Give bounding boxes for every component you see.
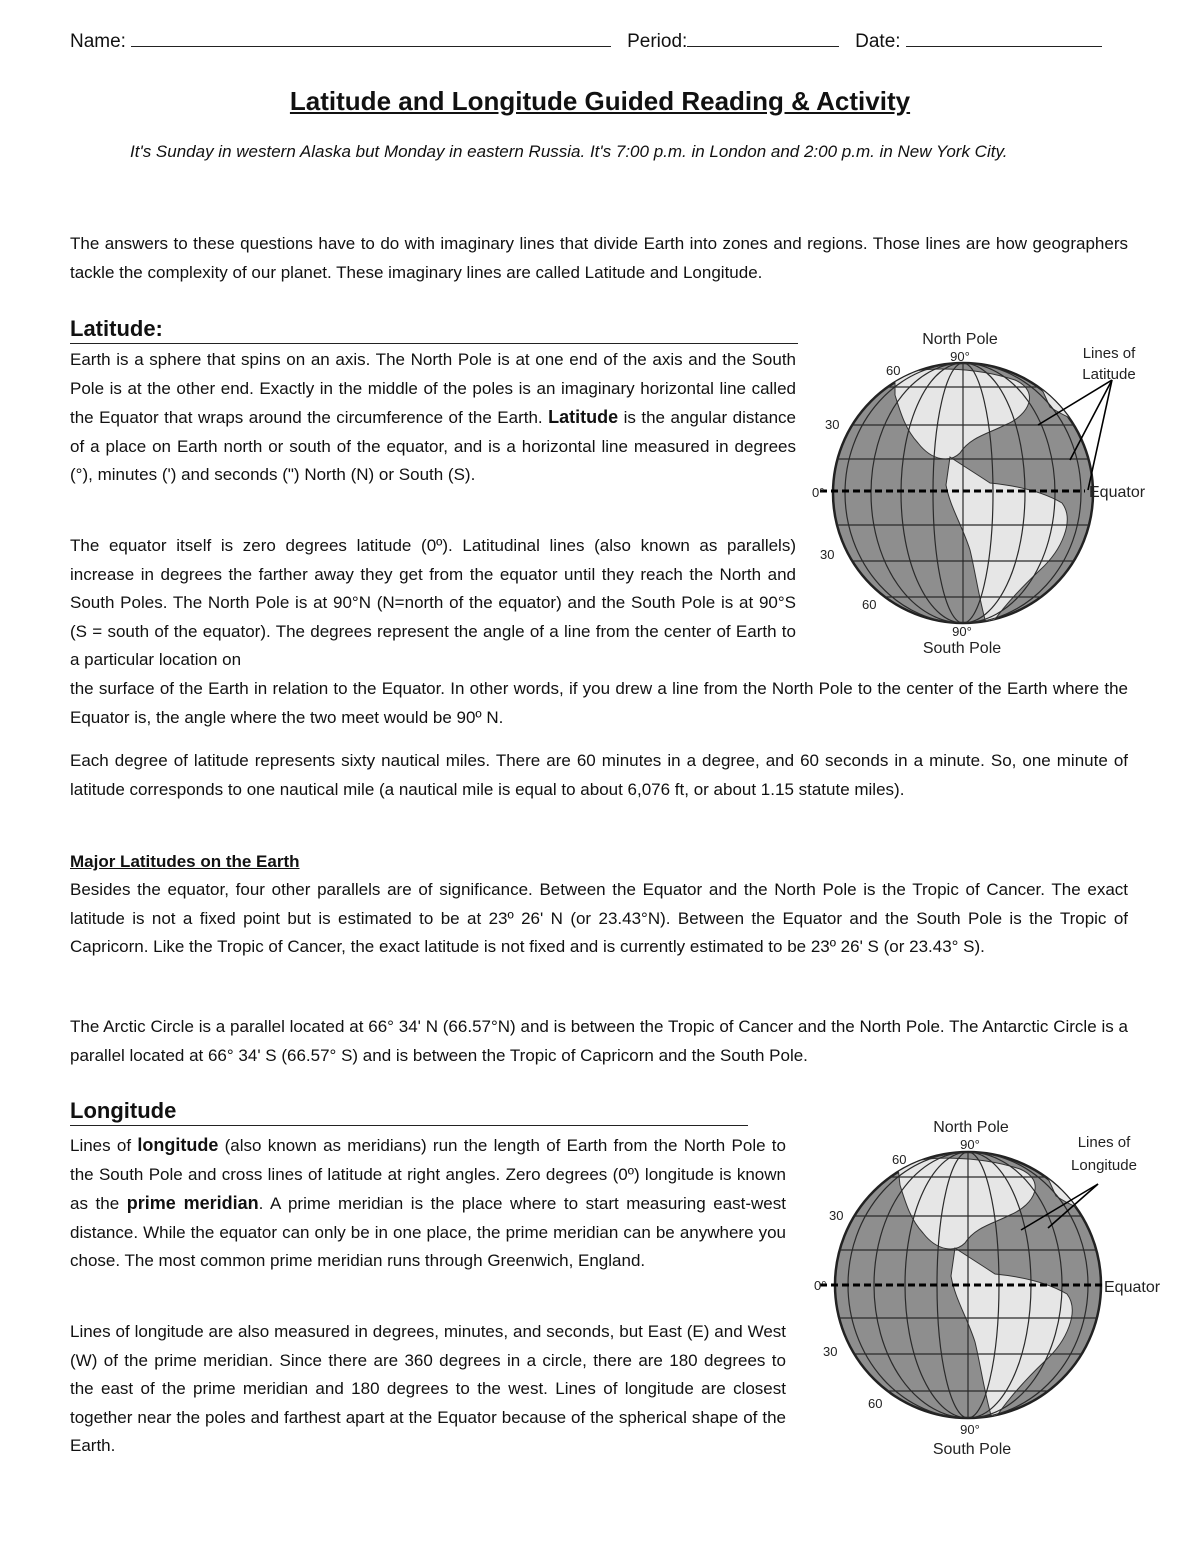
latitude-label: Latitude xyxy=(1082,366,1136,383)
longitude-p2: Lines of longitude are also measured in degrees, minutes, and seconds, but East (E) and West (W) of the prime meridian. Since there are 360 degrees in a circle, there are 180 degrees to the east of the prime meridian and 180 degrees to the west. Lines of longitude are closest together near the poles and farthest apart at the Equator because of the spherical shape of the Earth. xyxy=(70,1322,786,1455)
latitude-p1-b: is the angular distance of a place on Earth north or south of the equator, and is a horizontal line measured in degrees (°), minutes (') and seconds (") North (N) or South (S). xyxy=(70,408,796,484)
latitude-heading: Latitude: xyxy=(70,316,798,344)
longitude-label: Longitude xyxy=(1071,1157,1137,1174)
header-fields xyxy=(70,30,1130,53)
latitude-p1-a: Earth is a sphere that spins on an axis. The North Pole is at one end of the axis and the South Pole is at the other end. Exactly in the middle of the poles is an imaginary horizontal line called the Equator that wraps around the circumference of the Earth. xyxy=(70,350,796,427)
north-30-label: 30 xyxy=(825,417,840,432)
longitude-p1-c: . A prime meridian is the place where to start measuring east-west distance. While the equator can only be in one place, the prime meridian can be anywhere you chose. The most common prime meridian runs through Greenwich, England. xyxy=(70,1194,786,1270)
latitude-paragraph-1 xyxy=(70,346,796,490)
south-90-label: 90° xyxy=(952,624,972,639)
lines-of-label: Lines of xyxy=(1082,345,1136,362)
zero-deg-label: 0° xyxy=(814,1278,827,1293)
date-label: Date: xyxy=(855,31,901,52)
south-30-label: 30 xyxy=(823,1344,838,1359)
north-90-label: 90° xyxy=(950,349,970,364)
longitude-globe-figure xyxy=(808,1112,1188,1462)
major-latitudes-text: Besides the equator, four other parallels are of significance. Between the Equator and the North Pole is the Tropic of Cancer. The exact latitude is not a fixed point but is estimated to be at 23º 26' N (or 23.43°N). Between the Equator and the South Pole is the Tropic of Capricorn. Like the Tropic of Cancer, the exact latitude is not fixed and is currently estimated to be 23º 26' S (or 23.43° S). xyxy=(70,880,1128,956)
north-90-label: 90° xyxy=(960,1137,980,1152)
north-pole-label: North Pole xyxy=(922,331,998,348)
period-field[interactable] xyxy=(687,30,839,47)
overview-section xyxy=(70,230,1128,287)
south-90-label: 90° xyxy=(960,1422,980,1437)
longitude-heading: Longitude xyxy=(70,1098,748,1126)
latitude-paragraph-3 xyxy=(70,747,1128,804)
date-field[interactable] xyxy=(906,30,1102,47)
south-pole-label: South Pole xyxy=(932,1441,1012,1458)
longitude-p1-b: (also known as meridians) run the length of Earth from the North Pole to the South Pole and cross lines of latitude at right angles. Zero degrees (0º) longitude is known as the xyxy=(70,1136,786,1213)
latitude-p2-top: The equator itself is zero degrees latitude (0º). Latitudinal lines (also known as parallels) increase in degrees the farther away they get from the equator until they reach the North and South Poles. The North Pole is at 90°N (N=north of the equator) and the South Pole is at 90°S (S = south of the equator). The degrees represent the angle of a line from the center of Earth to a particular location on xyxy=(70,536,796,669)
equator-label: Equator xyxy=(1104,1279,1161,1296)
major-latitudes-heading: Major Latitudes on the Earth xyxy=(70,852,300,871)
latitude-globe-figure xyxy=(800,325,1180,665)
intro-text: It's Sunday in western Alaska but Monday in eastern Russia. It's 7:00 p.m. in London and 2:00 p.m. in New York City. xyxy=(130,142,1008,161)
pointer-3 xyxy=(1088,380,1112,490)
prime-meridian-term: prime meridian xyxy=(126,1193,259,1213)
period-label: Period: xyxy=(627,31,688,52)
longitude-paragraph-2 xyxy=(70,1318,786,1461)
overview-text: The answers to these questions have to do with imaginary lines that divide Earth into zones and regions. Those lines are how geographers tackle the complexity of our planet. These imaginary lines are called Latitude and Longitude. xyxy=(70,234,1128,282)
latitude-term: Latitude xyxy=(548,407,619,427)
north-60-label: 60 xyxy=(892,1152,907,1167)
latitude-p3: Each degree of latitude represents sixty nautical miles. There are 60 minutes in a degree, and 60 seconds in a minute. So, one minute of latitude corresponds to one nautical mile (a nautical mile is equal to about 6,076 ft, or about 1.15 statute miles). xyxy=(70,751,1128,799)
north-30-label: 30 xyxy=(829,1208,844,1223)
latitude-p5: The Arctic Circle is a parallel located at 66° 34' N (66.57°N) and is between the Tropic of Cancer and the North Pole. The Antarctic Circle is a parallel located at 66° 34' S (66.57° S) and is between the Tropic of Capricorn and the South Pole. xyxy=(70,1017,1128,1065)
name-field[interactable] xyxy=(131,30,611,47)
north-pole-label: North Pole xyxy=(933,1119,1009,1136)
latitude-paragraph-5 xyxy=(70,1013,1128,1070)
equator-label: Equator xyxy=(1089,484,1146,501)
lines-of-label: Lines of xyxy=(1077,1134,1131,1151)
latitude-paragraph-2-top xyxy=(70,532,796,675)
south-60-label: 60 xyxy=(862,597,877,612)
page-title: Latitude and Longitude Guided Reading & Activity xyxy=(289,86,911,116)
latitude-paragraph-2-bottom xyxy=(70,675,1128,732)
longitude-term: longitude xyxy=(137,1135,219,1155)
major-latitudes-section xyxy=(70,848,1128,962)
name-label: Name: xyxy=(70,31,126,52)
longitude-p1-a: Lines of xyxy=(70,1136,132,1155)
zero-deg-label: 0° xyxy=(812,485,825,500)
north-60-label: 60 xyxy=(886,363,901,378)
longitude-paragraph-1 xyxy=(70,1131,786,1276)
south-pole-label: South Pole xyxy=(922,640,1002,657)
latitude-p2-bottom: the surface of the Earth in relation to the Equator. In other words, if you drew a line from the North Pole to the center of the Earth where the Equator is, the angle where the two meet would be 90º N. xyxy=(70,679,1128,727)
south-30-label: 30 xyxy=(820,547,835,562)
south-60-label: 60 xyxy=(868,1396,883,1411)
